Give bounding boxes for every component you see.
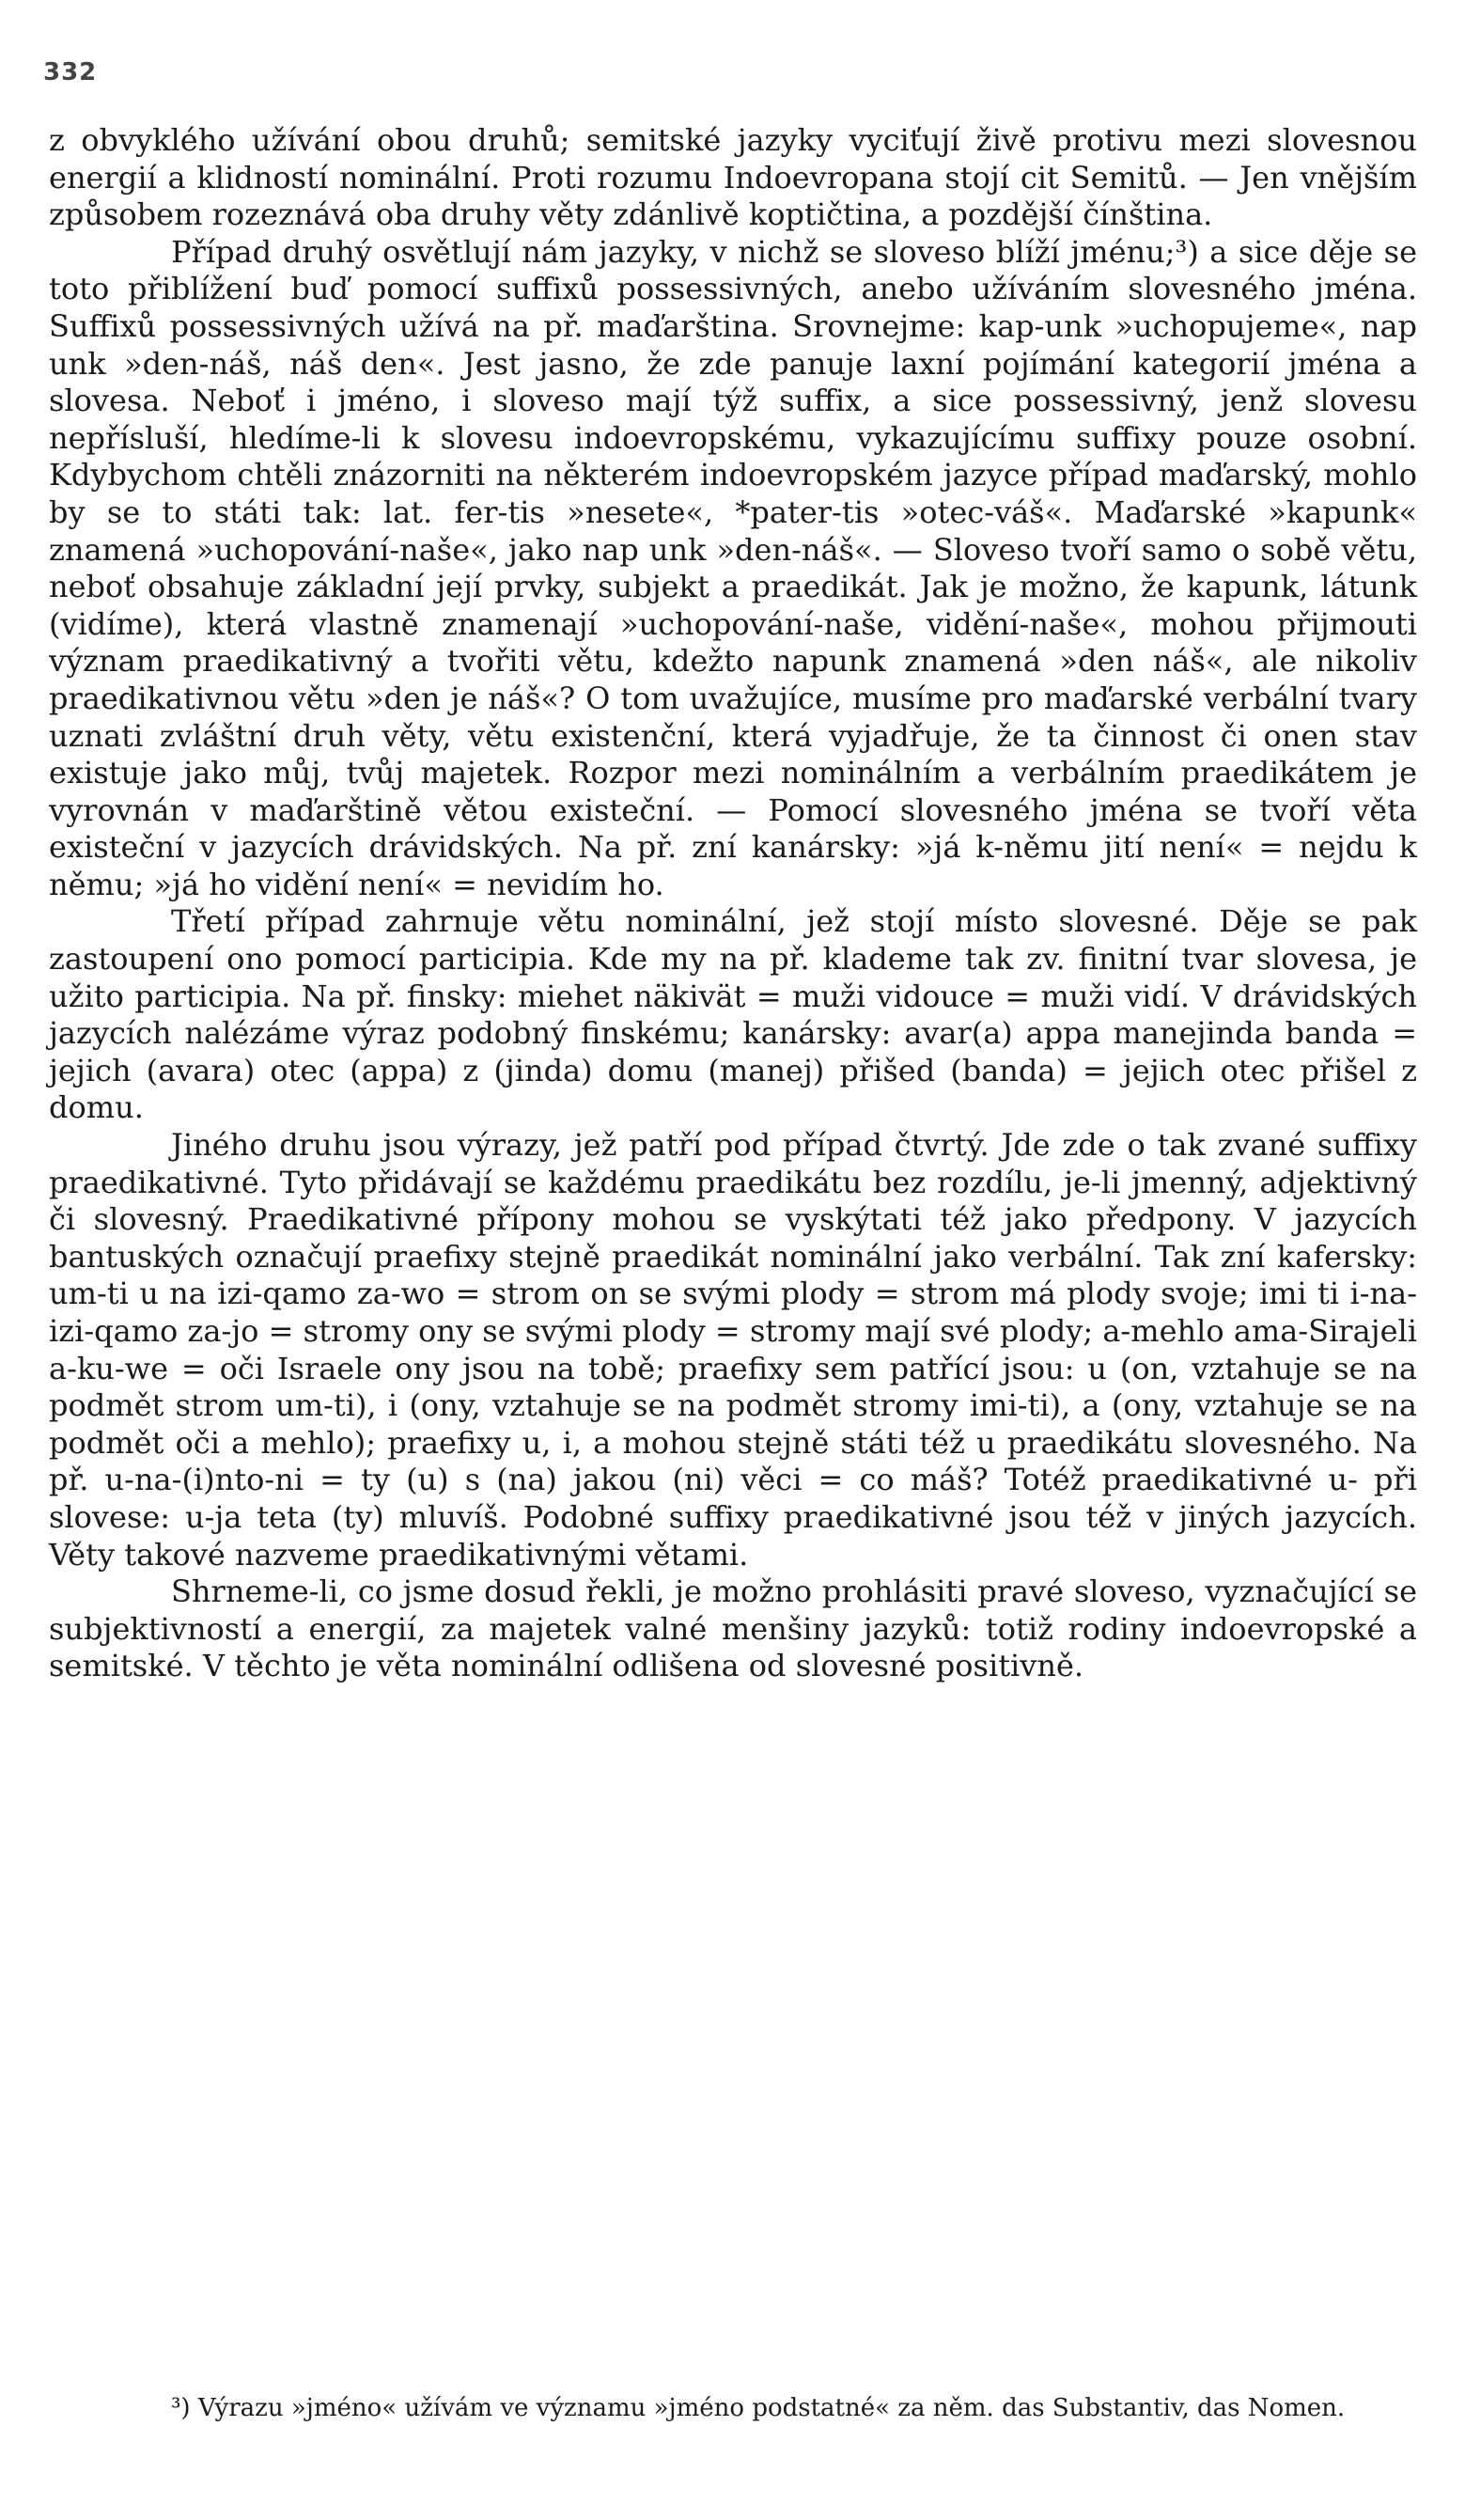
footnote-3: ³) Výrazu »jméno« užívám ve významu »jméno podstatné« za něm. das Substantiv, das Nomen.	[171, 2394, 1346, 2422]
paragraph-5: Shrneme-li, co jsme dosud řekli, je možno prohlásiti pravé sloveso, vyznačující se subjektivností a energií, za majetek valné menšiny jazyků: totiž rodiny indoevropské a semitské. V těchto je věta nominální odlišena od slovesné positivně.	[49, 1573, 1417, 1684]
paragraph-2: Případ druhý osvětlují nám jazyky, v nichž se sloveso blíží jménu;³) a sice děje se toto přiblížení buď pomocí suffixů possessivných, anebo užíváním slovesného jména. Suffixů possessivných užívá na př. maďarština. Srovnejme: kap-unk »uchopujeme«, nap unk »den-náš, náš den«. Jest jasno, že zde panuje laxní pojímání kategorií jména a slovesa. Neboť i jméno, i sloveso mají týž suffix, a sice possessivný, jenž slovesu nepřísluší, hledíme-li k slovesu indoevropskému, vykazujícímu suffixy pouze osobní. Kdybychom chtěli znázorniti na některém indoevropském jazyce případ maďarský, mohlo by se to státi tak: lat. fer-tis »nesete«, *pater-tis »otec-váš«. Maďarské »kapunk« znamená »uchopování-naše«, jako nap unk »den-náš«. — Sloveso tvoří samo o sobě větu, neboť obsahuje základní její prvky, subjekt a praedikát. Jak je možno, že kapunk, látunk (vidíme), která vlastně znamenají »uchopování-naše, vidění-naše«, mohou přijmouti význam praedikativný a tvořiti větu, kdežto napunk znamená »den náš«, ale nikoliv praedikativnou větu »den je náš«? O tom uvažujíce, musíme pro maďarské verbální tvary uznati zvláštní druh věty, větu existenční, která vyjadřuje, že ta činnost či onen stav existuje jako můj, tvůj majetek. Rozpor mezi nominálním a verbálním praedikátem je vyrovnán v maďarštině větou existeční. — Pomocí slovesného jména se tvoří věta existeční v jazycích drávidských. Na př. zní kanársky: »já k-němu jití není« = nejdu k němu; »já ho vidění není« = nevidím ho.	[49, 233, 1417, 902]
paragraph-3: Třetí případ zahrnuje větu nominální, jež stojí místo slovesné. Děje se pak zastoupení ono pomocí participia. Kde my na př. klademe tak zv. finitní tvar slovesa, je užito participia. Na př. finsky: miehet näkivät = muži vidouce = muži vidí. V drávidských jazycích nalézáme výraz podobný finskému; kanársky: avar(a) appa manejinda banda = jejich (avara) otec (appa) z (jinda) domu (manej) přišed (banda) = jejich otec přišel z domu.	[49, 903, 1417, 1126]
footnotes	[49, 2392, 1417, 2424]
page-number: 332	[43, 58, 98, 86]
main-text	[49, 122, 1417, 1685]
paragraph-1: z obvyklého užívání obou druhů; semitské jazyky vyciťují živě protivu mezi slovesnou energií a klidností nominální. Proti rozumu Indoevropana stojí cit Semitů. — Jen vnějším způsobem rozeznává oba druhy věty zdánlivě koptičtina, a pozdější čínština.	[49, 122, 1417, 233]
paragraph-4: Jiného druhu jsou výrazy, jež patří pod případ čtvrtý. Jde zde o tak zvané suffixy praedikativné. Tyto přidávají se každému praedikátu bez rozdílu, je-li jmenný, adjektivný či slovesný. Praedikativné přípony mohou se vyskýtati též jako předpony. V jazycích bantuských označují praefixy stejně praedikát nominální jako verbální. Tak zní kafersky: um-ti u na izi-qamo za-wo = strom on se svými plody = strom má plody svoje; imi ti i-na-izi-qamo za-jo = stromy ony se svými plody = stromy mají své plody; a-mehlo ama-Sirajeli a-ku-we = oči Israele ony jsou na tobě; praefixy sem patřící jsou: u (on, vztahuje se na podmět strom um-ti), i (ony, vztahuje se na podmět stromy imi-ti), a (ony, vztahuje se na podmět oči a mehlo); praefixy u, i, a mohou stejně státi též u praedikátu slovesného. Na př. u-na-(i)nto-ni = ty (u) s (na) jakou (ni) věci = co máš? Totéž praedikativné u- při slovese: u-ja teta (ty) mluvíš. Podobné suffixy praedikativné jsou též v jiných jazycích. Věty takové nazveme praedikativnými větami.	[49, 1127, 1417, 1573]
